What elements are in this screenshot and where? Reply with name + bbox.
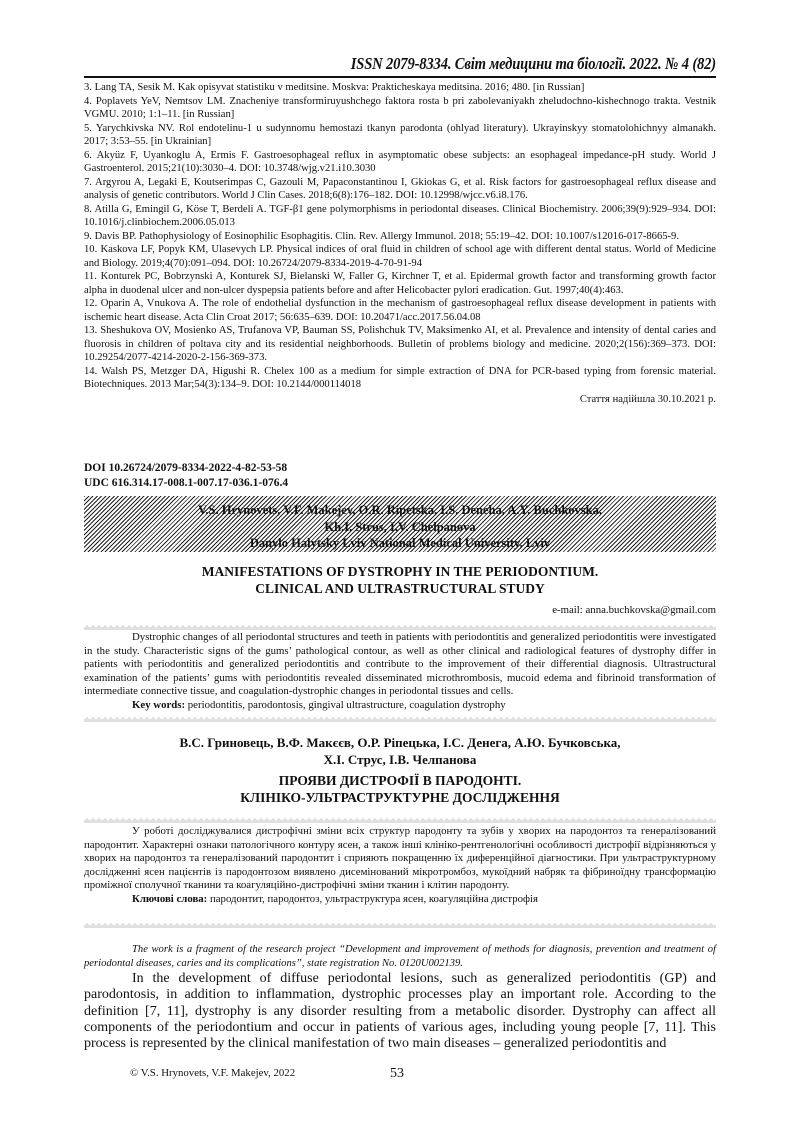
header-rule (84, 76, 716, 78)
reference-item: 12. Oparin A, Vnukova A. The role of endothelial dysfunction in the mechanism of gastroesophageal reflux disease development in patients with ischemic heart disease. Acta Clin Croat 2017; 56:635–639. DOI: 10.20471/acc.2017.56.04.08 (84, 298, 716, 323)
title-en-line2: CLINICAL AND ULTRASTRUCTURAL STUDY (255, 581, 545, 596)
reference-item: 9. Davis BP. Pathophysiology of Eosinophilic Esophagitis. Clin. Rev. Allergy Immunol. 2018; 55:19–42. DOI: 10.1007/s12016-017-8665-9. (84, 230, 680, 242)
title-en-line1: MANIFESTATIONS OF DYSTROPHY IN THE PERIODONTIUM. (201, 564, 599, 579)
author-email: e-mail: anna.buchkovska@gmail.com (552, 604, 716, 616)
keywords-ua (84, 893, 716, 907)
authors-ua-line1: В.С. Гриновець, В.Ф. Макєєв, О.Р. Ріпецька, І.С. Денега, А.Ю. Бучковська, (179, 735, 621, 750)
authors-band (84, 496, 716, 552)
title-ua-line2: КЛІНІКО-УЛЬТРАСТРУКТУРНЕ ДОСЛІДЖЕННЯ (240, 790, 560, 805)
keywords-en (84, 699, 716, 713)
authors-ua (84, 734, 716, 768)
zigzag-divider (84, 716, 716, 722)
authors-ua-line2: Х.І. Струс, І.В. Челпанова (323, 752, 477, 767)
article-doi: DOI 10.26724/2079-8334-2022-4-82-53-58 (84, 462, 288, 474)
affiliation: Danylo Halytsky Lviv National Medical University, Lviv (249, 536, 551, 550)
title-en (84, 563, 716, 597)
reference-item: 4. Poplavets YeV, Nemtsov LM. Znacheniye transformiruyushchego faktora rosta b pri zabolevaniyakh zheludochno-kishechnogo trakta. Vestnik VGMU. 2010; 1:1–11. [in Russian] (84, 95, 716, 120)
page-number: 53 (390, 1066, 404, 1081)
reference-item: 8. Atilla G, Emingil G, Köse T, Berdeli A. TGF-β1 gene polymorphisms in periodontal diseases. Clinical Biochemistry. 2006;39(9):929–934. DOI: 10.1016/j.clinbiochem.2006.05.013 (84, 203, 716, 228)
zigzag-divider (84, 817, 716, 823)
article-identifiers (84, 461, 288, 490)
reference-item: 10. Kaskova LF, Popyk KM, Ulasevych LP. Physical indices of oral fluid in children of school age with different dental status. World of Medicine and Biology. 2019;4(70):091–094. DOI: 10.26724/2079-8334-2019-4-70-91-94 (84, 244, 716, 269)
zigzag-divider (84, 624, 716, 630)
zigzag-divider (84, 922, 716, 928)
reference-item: 14. Walsh PS, Metzger DA, Higushi R. Chelex 100 as a medium for simple extraction of DNA for PCR-based typing from forensic material. Biotechniques. 2013 Mar;54(3):134–9. DOI: 10.2144/000114018 (84, 365, 716, 390)
reference-item: 7. Argyrou A, Legaki E, Koutserimpas C, Gazouli M, Papaconstantinou I, Gkiokas G, et al. Risk factors for gastroesophageal reflux disease and analysis of genetic contributors. World J Clin Cases. 2018;6(8):176–182. DOI: 10.12998/wjcc.v6.i8.176. (84, 176, 716, 201)
project-note (84, 943, 716, 970)
reference-item: 13. Sheshukova OV, Mosienko AS, Trufanova VP, Bauman SS, Polishchuk TV, Maksimenko AI, et al. Prevalence and intensity of dental caries and fluorosis in children of poltava city and its residential neighborhoods. Bulletin of problems biology and medicine. 2020;2(156):369–373. DOI: 10.29254/2077-4214-2020-2-156-369-373. (84, 325, 716, 363)
abstract-en-text: Dystrophic changes of all periodontal structures and teeth in patients with periodontitis and generalized periodontitis were investigated in the study. Characteristic signs of the gums’ pathological contour, as well as other clinical and radiological features of dystrophy differ in patients with periodontitis and generalized periodontitis and contribute to the improvement of their differential diagnosis. Ultrastructural examination of the patients’ gums with periodontitis revealed disseminated microthrombosis, mucoid edema and fibrinoid transformation of intermediate connective tissue, and coagulation-dystrophic changes in periodontal tissues and cells. (84, 631, 716, 698)
running-head: ISSN 2079-8334. Світ медицини та біології. 2022. № 4 (82) (350, 54, 716, 73)
body-paragraph: In the development of diffuse periodontal lesions, such as generalized periodontitis (GP) and parodontosis, in addition to inflammation, dystrophic processes play an important role. According to the definition [7, 11], dystrophy is any disorder resulting from a metabolic disorder. Dystrophy can affect all components of the periodontium and occur in patients of various ages, including young people [7, 11]. This process is represented by the clinical manifestation of two main diseases – generalized periodontitis and (84, 971, 716, 1052)
body-text (84, 971, 716, 1052)
reference-item: 3. Lang TA, Sesik M. Kak opisyvat statistiku v meditsine. Moskva: Prakticheskaya meditsina. 2016; 480. [in Russian] (84, 82, 585, 93)
keywords-ua-text: пародонтит, пародонтоз, ультраструктура ясен, коагуляційна дистрофія (207, 892, 538, 905)
received-date: Стаття надійшла 30.10.2021 р. (579, 393, 716, 405)
title-ua-line1: ПРОЯВИ ДИСТРОФІЇ В ПАРОДОНТІ. (278, 773, 522, 788)
keywords-ua-label: Ключові слова: (132, 892, 208, 905)
keywords-en-label: Key words: (132, 698, 186, 711)
reference-item: 11. Konturek PC, Bobrzynski A, Konturek SJ, Bielanski W, Faller G, Kirchner T, et al. Epidermal growth factor and transforming growth factor alpha in duodenal ulcer and non-ulcer dyspepsia patients before and after Helicobacter pylori eradication. Gut. 1997;40(4):463. (84, 271, 716, 296)
authors-en-line2: Kh.I. Strus, I.V. Chelpanova (324, 519, 476, 534)
article-udc: UDC 616.314.17-008.1-007.17-036.1-076.4 (84, 476, 289, 489)
footer-copyright: © V.S. Hrynovets, V.F. Makejev, 2022 (130, 1067, 296, 1079)
authors-en-line1: V.S. Hrynovets, V.F. Makejev, O.R. Ripetska, I.S. Deneha, A.Y. Buchkovska, (197, 503, 602, 517)
abstract-en (84, 631, 716, 713)
reference-item: 6. Akyüz F, Uyankoglu A, Ermis F. Gastroesophageal reflux in asymptomatic obese subjects: an esophageal impedance-pH study. World J Gastroenterol. 2015;21(10):3030–4. DOI: 10.3748/wjg.v21.i10.3030 (84, 149, 716, 174)
reference-item: 5. Yarychkivska NV. Rol endotelinu-1 u sudynnomu hemostazi tkanyn parodonta (ohlyad literatury). Ukrayinskyy stomatolohichnyy almanakh. 2017; 3:53–55. [in Ukrainian] (84, 122, 716, 147)
title-ua (84, 772, 716, 806)
reference-list (84, 81, 716, 406)
project-note-text: The work is a fragment of the research project “Development and improvement of methods for diagnosis, prevention and treatment of periodontal diseases, caries and its complications”, state registration No. 0120U002139. (84, 944, 716, 969)
keywords-en-text: periodontitis, parodontosis, gingival ultrastructure, coagulation dystrophy (185, 698, 506, 711)
abstract-ua-text: У роботі досліджувалися дистрофічні зміни всіх структур пародонту та зубів у хворих на пародонтоз та генералізований пародонтит. Характерні ознаки патологічного контуру ясен, а також інші клініко-рентгенологічні особливості дистрофії відрізняються у хворих на пародонтоз та генералізований пародонтит і сприяють покращенню їх диференційної діагностики. При ультраструктурному дослідженні ясен пацієнтів із пародонтозом виявлено дисемінований мікротромбоз, мукоїдний набряк та фібриноїдну трансформацію проміжної сполучної тканини та коагуляційно-дистрофічні зміни тканин і клітин пародонту. (84, 825, 716, 892)
abstract-ua (84, 825, 716, 907)
